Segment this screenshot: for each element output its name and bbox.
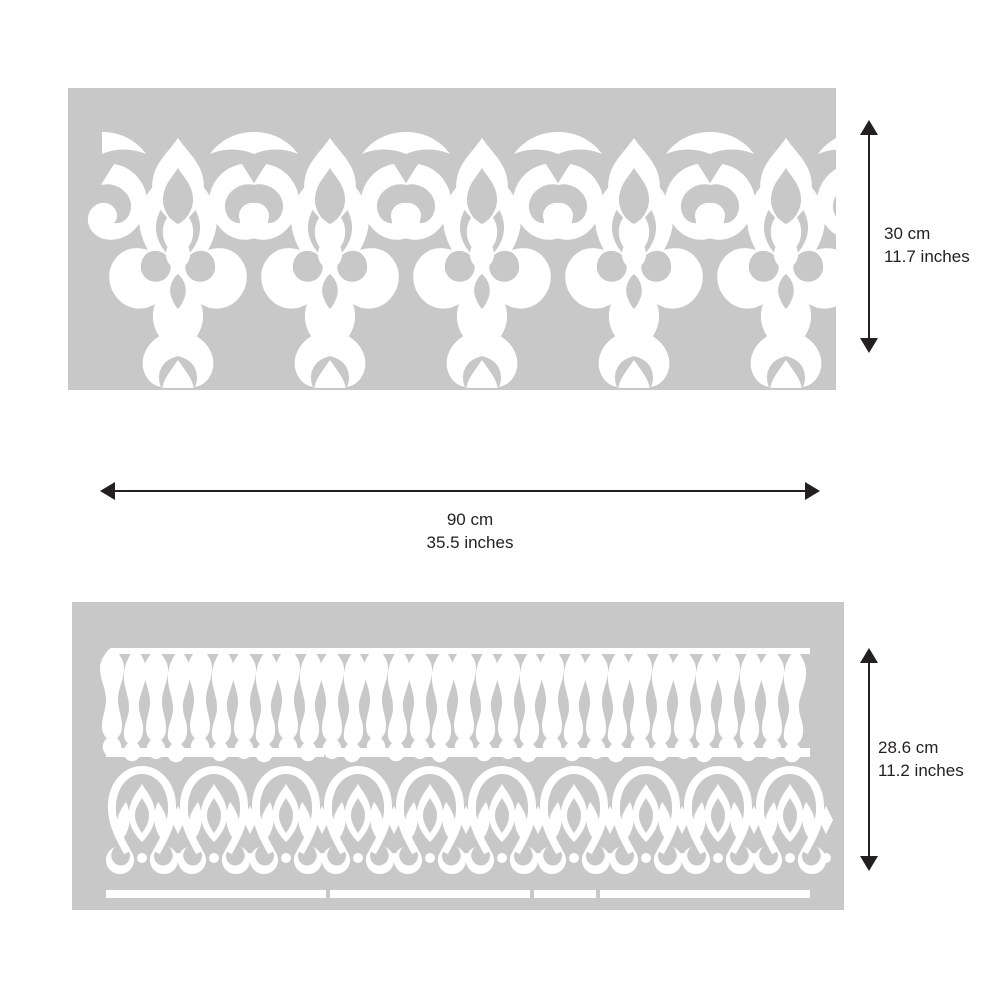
top-width-imperial: 35.5 inches xyxy=(426,533,514,552)
bottom-height-imperial: 11.2 inches xyxy=(878,761,964,780)
border-frieze-pattern-svg xyxy=(72,602,844,910)
top-width-metric: 90 cm xyxy=(446,510,494,529)
damask-pattern-svg xyxy=(68,88,836,390)
top-width-line xyxy=(113,490,807,492)
top-height-imperial: 11.7 inches xyxy=(884,247,970,266)
separator-rule xyxy=(106,748,810,757)
bottom-stencil-pattern xyxy=(72,602,844,910)
top-height-arrow-down xyxy=(860,338,878,353)
top-width-arrow-right xyxy=(805,482,820,500)
top-height-metric: 30 cm xyxy=(884,224,931,243)
top-height-label xyxy=(884,222,970,268)
bottom-height-label xyxy=(878,736,964,782)
bottom-height-arrow-down xyxy=(860,856,878,871)
bottom-stencil-panel xyxy=(72,602,844,910)
bottom-rule xyxy=(106,890,810,898)
top-stencil-panel xyxy=(68,88,836,390)
top-width-label xyxy=(340,508,600,554)
top-stencil-pattern xyxy=(68,88,836,390)
top-height-line xyxy=(868,133,870,339)
bottom-height-metric: 28.6 cm xyxy=(878,738,939,757)
bottom-height-line xyxy=(868,661,870,857)
